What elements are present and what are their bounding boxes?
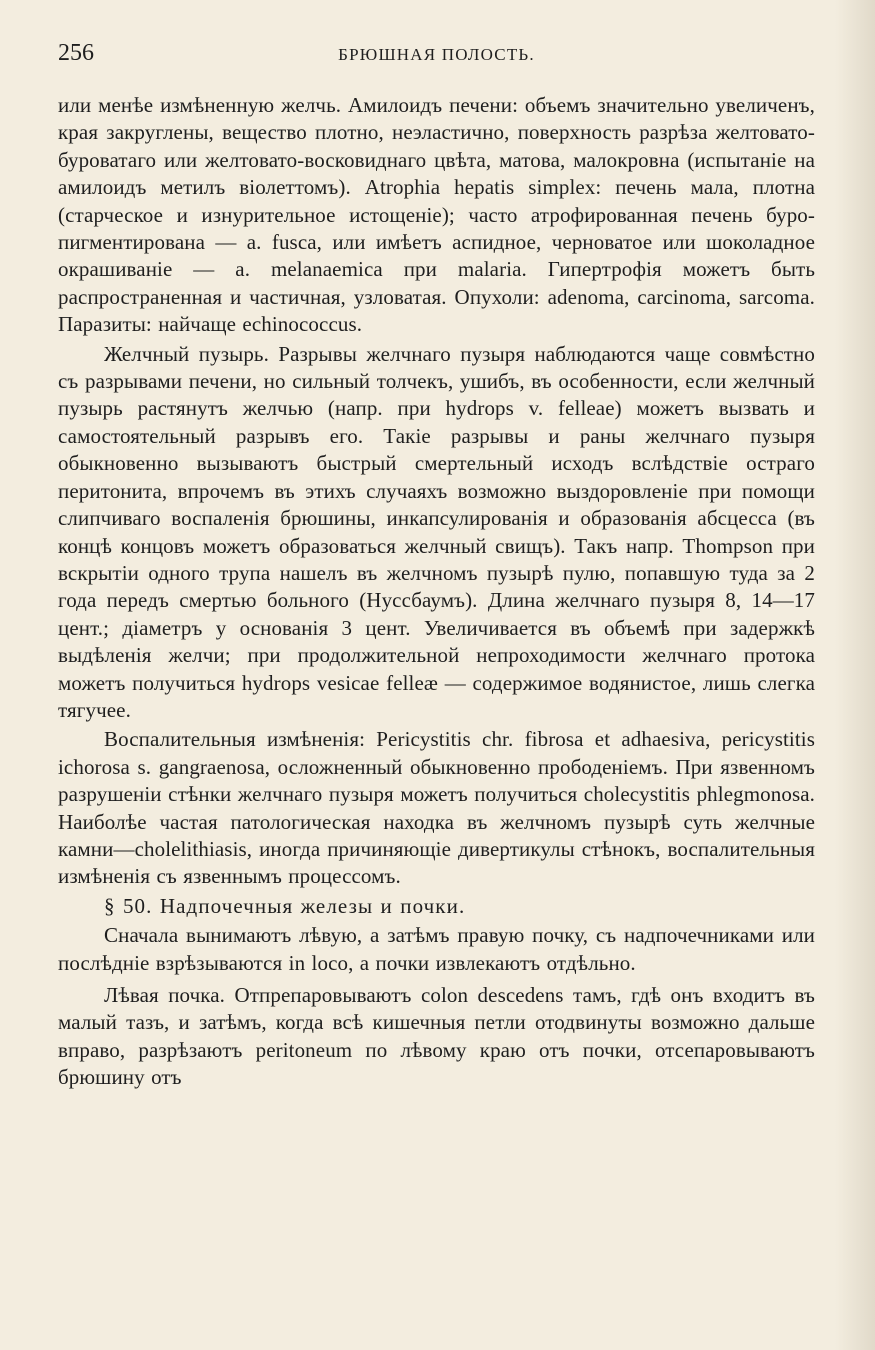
page-number: 256	[58, 40, 94, 66]
running-title: БРЮШНАЯ ПОЛОСТЬ.	[338, 45, 535, 64]
section-heading: § 50. Надпочечныя железы и почки.	[104, 893, 466, 918]
body-text	[58, 92, 815, 1092]
page-edge-shadow	[835, 0, 875, 1350]
paragraph-kidney-removal: Сначала вынимаютъ лѣвую, а затѣмъ правую почку, съ надпочечниками или послѣдніе взрѣзываются in loco, а почки извлекаютъ отдѣльно.	[58, 923, 815, 975]
page-header	[58, 38, 815, 74]
paragraph-liver-continuation: или менѣе измѣненную желчь. Амилоидъ печени: объемъ значительно увеличенъ, края закруглены, вещество плотно, неэластично, поверхность разрѣза желтовато-бурoватаго или желтовато-восковиднаго цвѣта, матова, малокровна (испытаніе на амилоидъ метилъ віолеттомъ). Atrophia hepatis simplex: печень мала, плотна (старческое и изнурительное истощеніе); часто атрофированная печень буро-пигментирована — a. fusca, или имѣетъ аспидное, черноватое или шоколадное окрашиваніе — a. melanaemica при malaria. Гипертрофія можетъ быть распространенная и частичная, узловатая. Опухоли: adenoma, carcinoma, sarcoma. Паразиты: найчаще echinococcus.	[58, 93, 815, 337]
paragraph-gallbladder: Желчный пузырь. Разрывы желчнаго пузыря наблюдаются чаще совмѣстно съ разрывами печени, но сильный толчекъ, ушибъ, въ особенности, если желчный пузырь растянутъ желчью (напр. при hydrops v. felleae) можетъ вызвать и самостоятельный разрывъ его. Такіе разрывы и раны желчнаго пузыря обыкновенно вызываютъ быстрый смертельный исходъ вслѣдствіе остраго перитонита, впрочемъ въ этихъ случаяхъ возможно выздоровленіе при помощи слипчиваго воспаленія брюшины, инкапсулированія и образованія абсцесса (въ концѣ концовъ можетъ образоваться желчный свищъ). Такъ напр. Thompson при вскрытіи одного трупа нашелъ въ желчномъ пузырѣ пулю, попавшую туда за 2 года передъ смертью больного (Нуссбаумъ). Длина желчнаго пузыря 8, 14—17 цент.; діаметръ у основанія 3 цент. Увеличивается въ объемѣ при задержкѣ выдѣленія желчи; при продолжительной непроходимости желчнаго протока можетъ получиться hydrops vesicae felleæ — содержимое водянистое, лишь слегка тягучее.	[58, 341, 815, 722]
paragraph-left-kidney: Лѣвая почка. Отпрепаровываютъ colon descedens тамъ, гдѣ онъ входитъ въ малый тазъ, и затѣмъ, когда всѣ кишечныя петли отодвинуты возможно дальше вправо, разрѣзаютъ peritoneum по лѣвому краю отъ почки, отсепаровываютъ брюшину отъ	[58, 983, 815, 1090]
paragraph-inflammatory-changes: Воспалительныя измѣненія: Pericystitis chr. fibrosa et adhaesiva, pericystitis ichorosa s. gangraenosa, осложненный обыкновенно прободеніемъ. При язвенномъ разрушеніи стѣнки желчнаго пузыря можетъ получиться cholecystitis phlegmonosa. Наиболѣе частая патологическая находка въ желчномъ пузырѣ суть желчные камни—cholelithiasis, иногда причиняющіе дивертикулы стѣнокъ, воспалительныя измѣненія съ язвеннымъ процессомъ.	[58, 727, 815, 889]
